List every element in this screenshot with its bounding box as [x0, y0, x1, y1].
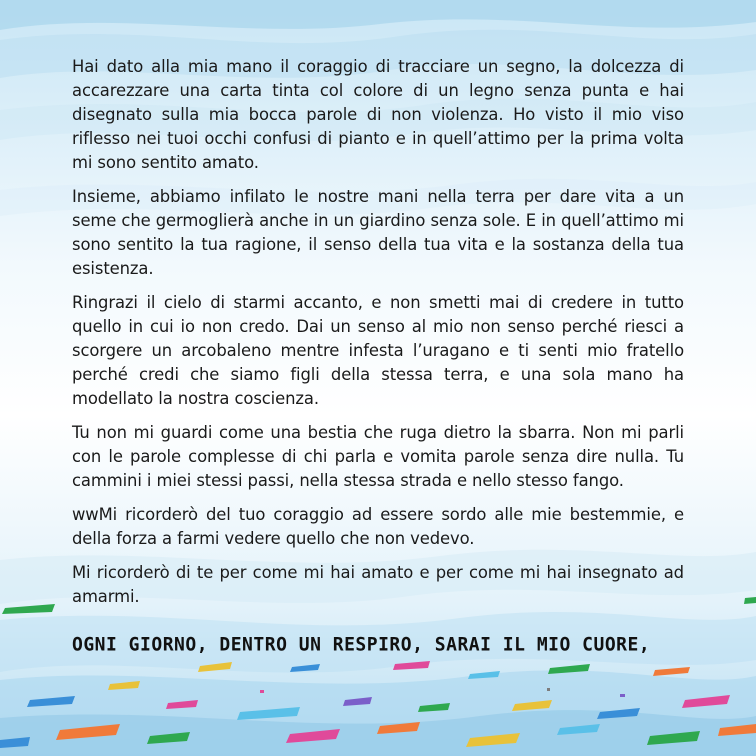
closing-line: OGNI GIORNO, DENTRO UN RESPIRO, SARAI IL MIO CUORE, [72, 633, 651, 656]
paragraph-3: Ringrazi il cielo di starmi accanto, e non smetti mai di credere in tutto quello in cui io non credo. Dai un senso al mio non senso perché riesci a scorgere un arcobaleno mentre infesta l’uragano e ti senti mio fratello perché credi che siamo figli della stessa terra, e una sola mano ha modellato la nostra coscienza. [72, 293, 684, 408]
paragraph-4: Tu non mi guardi come una bestia che ruga dietro la sbarra. Non mi parli con le parole complesse di chi parla e vomita parole senza dire nulla. Tu cammini i miei stessi passi, nella stessa strada e nello stesso fango. [72, 423, 684, 490]
paragraph-5: wwMi ricorderò del tuo coraggio ad essere sordo alle mie bestemmie, e della forza a farmi vedere quello che non vedevo. [72, 505, 684, 548]
poem-text-block [72, 55, 684, 619]
paragraph-2: Insieme, abbiamo infilato le nostre mani nella terra per dare vita a un seme che germoglierà anche in un giardino senza sole. E in quell’attimo mi sono sentito la tua ragione, il senso della tua vita e la sostanza della tua esistenza. [72, 187, 684, 278]
paragraph-6: Mi ricorderò di te per come mi hai amato e per come mi hai insegnato ad amarmi. [72, 563, 684, 606]
paragraph-1: Hai dato alla mia mano il coraggio di tracciare un segno, la dolcezza di accarezzare una carta tinta col colore di un legno senza punta e hai disegnato sulla mia bocca parole di non violenza. Ho visto il mio viso riflesso nei tuoi occhi confusi di pianto e in quell’attimo per la prima volta mi sono sentito amato. [72, 57, 684, 172]
